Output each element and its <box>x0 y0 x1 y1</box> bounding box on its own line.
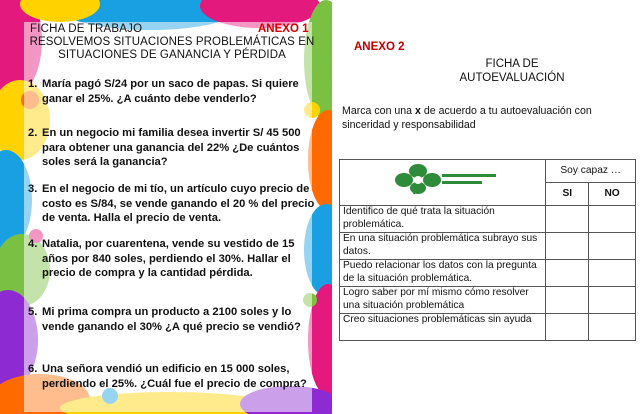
problem-item: 6. Una señora vendió un edificio en 15 000 soles, perdiendo el 25%. ¿Cuál fue el precio de compra? <box>28 363 307 390</box>
problem-item: 3. En el negocio de mi tío, un artículo cuyo precio de costo es S/84, se vende ganando el 20 % del precio de venta. Halla el precio de venta. <box>28 183 315 225</box>
yes-checkbox[interactable] <box>546 232 589 259</box>
no-checkbox[interactable] <box>589 205 636 232</box>
clover-logo-icon <box>340 160 546 206</box>
yes-checkbox[interactable] <box>546 205 589 232</box>
criterion-row: En una situación problemática subrayo sus datos. <box>340 232 546 259</box>
problem-item: 4. Natalia, por cuarentena, vende su vestido de 15 años por 840 soles, perdiendo el 30%. Hallar el precio de compra y la cantidad pérdida. <box>28 238 295 280</box>
criterion-row: Identifico de qué trata la situación problemática. <box>340 205 546 232</box>
no-checkbox[interactable] <box>589 232 636 259</box>
annex-1-label: ANEXO 1 <box>258 23 309 35</box>
self-evaluation-panel <box>332 0 640 414</box>
yes-checkbox[interactable] <box>546 286 589 313</box>
no-checkbox[interactable] <box>589 286 636 313</box>
worksheet-label: FICHA DE TRABAJO <box>30 23 143 35</box>
problem-item: 2. En un negocio mi familia desea invertir S/ 45 500 para obtener una ganancia del 22% ¿De cuántos soles será la ganancia? <box>28 127 301 169</box>
self-evaluation-title: FICHA DE AUTOEVALUACIÓN <box>459 58 565 84</box>
yes-checkbox[interactable] <box>546 259 589 286</box>
no-checkbox[interactable] <box>589 259 636 286</box>
criterion-row: Creo situaciones problemáticas sin ayuda <box>340 313 546 340</box>
no-column-header: NO <box>589 183 636 205</box>
problem-item: 1. María pagó S/24 por un saco de papas. Si quiere ganar el 25%. ¿A cuánto debe venderlo? <box>28 78 299 105</box>
can-do-header: Soy capaz … <box>546 160 636 183</box>
instructions-text: Marca con una x de acuerdo a tu autoevaluación con sinceridad y responsabilidad <box>342 105 592 131</box>
no-checkbox[interactable] <box>589 313 636 340</box>
problem-item: 5. Mi prima compra un producto a 2100 soles y lo vende ganando el 30% ¿A qué precio se vendió? <box>28 306 301 333</box>
yes-column-header: SI <box>546 183 589 205</box>
criterion-row: Puedo relacionar los datos con la pregunta de la situación problemática. <box>340 259 546 286</box>
annex-2-label: ANEXO 2 <box>354 41 405 53</box>
yes-checkbox[interactable] <box>546 313 589 340</box>
self-evaluation-table <box>339 159 636 341</box>
worksheet-title: RESOLVEMOS SITUACIONES PROBLEMÁTICAS EN SITUACIONES DE GANANCIA Y PÉRDIDA <box>29 36 315 61</box>
criterion-row: Logro saber por mí mismo cómo resolver una situación problemática <box>340 286 546 313</box>
